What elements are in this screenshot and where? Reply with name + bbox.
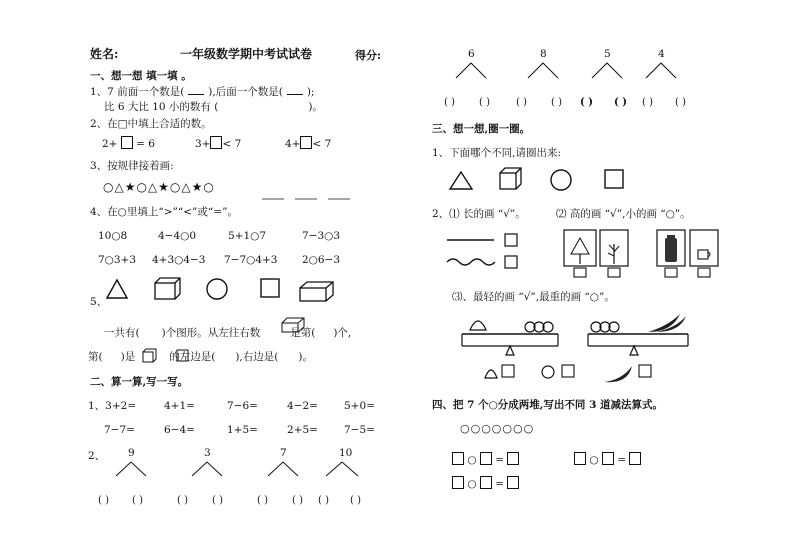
answer-box[interactable] <box>574 452 586 465</box>
question-3-2-text: 2、⑴ 长的画 “√”。 <box>432 208 526 220</box>
answer-paren[interactable]: ( ) <box>132 495 143 506</box>
apple-icon <box>542 366 554 378</box>
compare-item: 7○3+3 <box>98 254 137 266</box>
calc-item: 5+0= <box>344 400 375 412</box>
calc-item: 1、3+2= <box>88 400 137 412</box>
calc-item: 1+5= <box>227 424 258 436</box>
answer-paren[interactable]: ( ) <box>350 495 361 506</box>
answer-box[interactable] <box>480 452 492 465</box>
question-1-line-b: 比 6 大比 10 小的数有 ( )。 <box>104 101 323 113</box>
calc-item: 4+1= <box>164 400 195 412</box>
name-label: 姓名: <box>90 47 119 61</box>
answer-paren[interactable]: ( ) <box>580 97 593 108</box>
seven-circles: ○○○○○○○ <box>460 422 535 435</box>
compare-item: 5+1○7 <box>228 230 267 242</box>
answer-paren[interactable]: ( ) <box>642 97 653 108</box>
answer-paren[interactable]: ( ) <box>479 97 490 108</box>
compare-item: 4+3○4−3 <box>152 254 206 266</box>
page-title: 一年级数学期中考试试卷 <box>180 47 313 61</box>
answer-paren[interactable]: ( ) <box>675 97 686 108</box>
split-number: 5 <box>604 48 611 60</box>
calc-item: 4−2= <box>287 400 318 412</box>
question-2-text: 2、在□中填上合适的数。 <box>90 118 212 130</box>
answer-box[interactable] <box>507 452 519 465</box>
compare-item: 10○8 <box>98 230 128 242</box>
question-3-text: 3、按规律接着画: <box>90 160 174 172</box>
answer-paren[interactable]: ( ) <box>292 495 303 506</box>
answer-paren[interactable]: ( ) <box>551 97 562 108</box>
split-number: 3 <box>204 447 211 459</box>
split-number: 6 <box>468 48 475 60</box>
question-2-2-number: 2、 <box>88 450 106 462</box>
question-5-line-a: 一共有( )个图形。从左往右数 是第( )个, <box>104 327 352 339</box>
question-5-line-b: 第( )是 的左边是( ),右边是( )。 <box>88 351 313 363</box>
question-3-1-text: 1、下面哪个不同,请圈出来: <box>432 147 562 159</box>
calc-item: 2+5= <box>287 424 318 436</box>
compare-item: 2○6−3 <box>302 254 341 266</box>
answer-paren[interactable]: ( ) <box>318 495 329 506</box>
answer-paren[interactable]: ( ) <box>614 97 627 108</box>
pear-icon <box>485 370 497 378</box>
split-number: 8 <box>540 48 547 60</box>
split-number: 10 <box>339 447 353 459</box>
answer-paren[interactable]: ( ) <box>444 97 455 108</box>
split-number: 9 <box>128 447 135 459</box>
subtraction-row-2: ○ = <box>452 476 519 491</box>
calc-item: 7−7= <box>104 424 135 436</box>
banana-icon <box>648 314 680 332</box>
calc-item: 7−6= <box>227 400 258 412</box>
answer-box[interactable] <box>452 452 464 465</box>
split-number: 7 <box>280 447 287 459</box>
compare-item: 4−4○0 <box>158 230 197 242</box>
question-4-text: 4、在○里填上“>”“<”或“=”。 <box>90 206 238 218</box>
calc-item: 6−4= <box>164 424 195 436</box>
answer-paren[interactable]: ( ) <box>177 495 188 506</box>
question-5-number: 5、 <box>90 296 108 308</box>
answer-paren[interactable]: ( ) <box>516 97 527 108</box>
score-label: 得分: <box>355 49 382 62</box>
section-1-title: 一、想一想 填一填 。 <box>90 70 192 82</box>
compare-item: 7−3○3 <box>302 230 341 242</box>
question-3-2b-text: ⑵ 高的画 “√”,小的画 “○”。 <box>556 208 691 220</box>
answer-box[interactable] <box>507 476 519 489</box>
calc-item: 7−5= <box>344 424 375 436</box>
banana-icon <box>604 366 632 382</box>
answer-box[interactable] <box>452 476 464 489</box>
section-3-title: 三、想一想,圈一圈。 <box>432 123 531 135</box>
compare-item: 7−7○4+3 <box>224 254 278 266</box>
answer-paren[interactable]: ( ) <box>98 495 109 506</box>
answer-box <box>502 365 514 377</box>
answer-box[interactable] <box>602 452 614 465</box>
section-4-title: 四、把 7 个○分成两堆,写出不同 3 道减法算式。 <box>432 399 664 411</box>
balance-scale-left <box>462 321 558 355</box>
fill-box-item-3: 4+ < 7 <box>285 138 332 150</box>
question-1-line-a: 1、7 前面一个数是( ),后面一个数是( ); <box>90 86 315 98</box>
balance-scale-right <box>588 314 688 355</box>
answer-box[interactable] <box>480 476 492 489</box>
section-2-title: 二、算一算,写一写。 <box>90 376 189 388</box>
question-3-3-text: ⑶、最轻的画 “√”,最重的画 “○”。 <box>452 291 615 303</box>
answer-box[interactable] <box>629 452 641 465</box>
pear-icon <box>470 321 486 330</box>
answer-box <box>562 365 574 377</box>
answer-paren[interactable]: ( ) <box>212 495 223 506</box>
shape-pattern: ○△★○△★○△★○ <box>103 180 215 194</box>
answer-box <box>639 365 651 377</box>
answer-paren[interactable]: ( ) <box>257 495 268 506</box>
subtraction-row-1b: ○ = <box>574 452 641 467</box>
fill-box-item-1: 2+ = 6 <box>102 138 155 150</box>
fill-box-item-2: 3+ < 7 <box>195 138 242 150</box>
subtraction-row-1a: ○ = <box>452 452 519 467</box>
split-number: 4 <box>658 48 665 60</box>
